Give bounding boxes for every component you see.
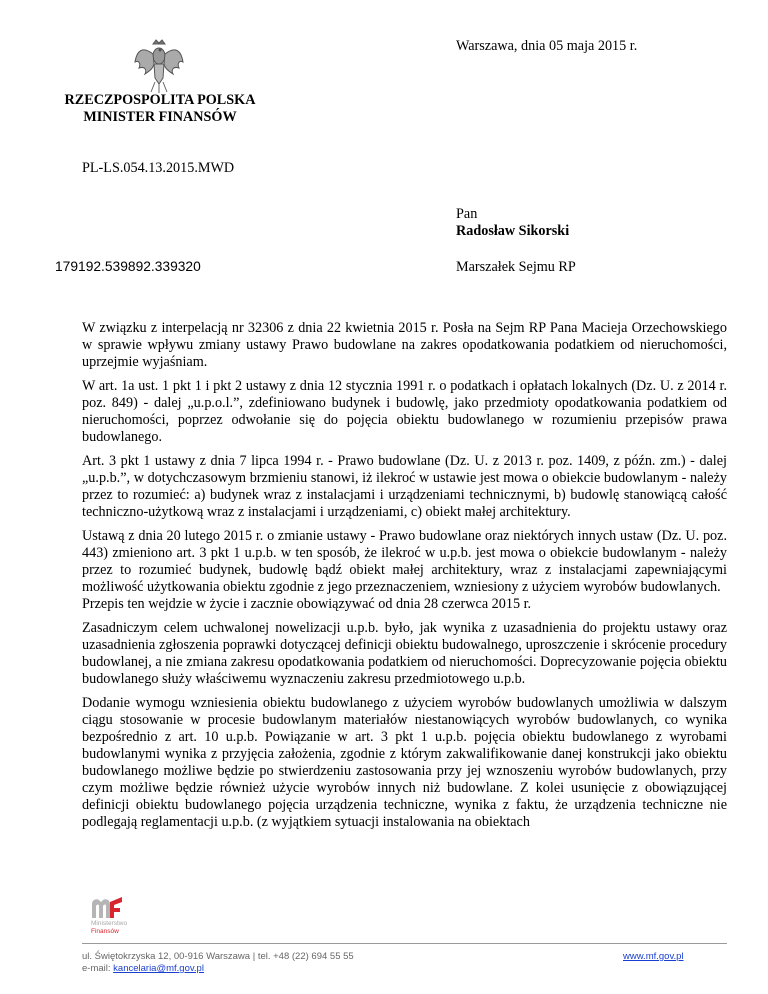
footer-contact: [82, 951, 354, 975]
letter-body: [82, 320, 727, 838]
paragraph-1: W związku z interpelacją nr 32306 z dnia 22 kwietnia 2015 r. Posła na Sejm RP Pana Macieja Orzechowskiego w sprawie wpływu zmiany ustawy Prawo budowlane na zakres opodatkowania podatkiem od nieruchomości, uprzejmie wyjaśniam.: [82, 320, 727, 370]
logo-caption-line1: Ministerstwo: [91, 920, 128, 927]
paragraph-6: Dodanie wymogu wzniesienia obiektu budowlanego z użyciem wyrobów budowlanych umożliwia w dalszym ciągu stosowanie w procesie budowlanym materiałów niestanowiących wyrobów budowlanych, co wynika bezpośrednio z art. 10 u.p.b. Powiązanie w art. 3 pkt 1 u.p.b. pojęcia obiektu budowlanego z wyrobami budowlanymi wynika z przyjęcia założenia, zgodnie z którym zakwalifikowanie danej konstrukcji jako obiektu budowlanego możliwe będzie po stwierdzeniu zastosowania przy jej wznoszeniu wyrobów budowlanych, przy czym możliwe będzie również użycie wyrobów innych niż budowlane. Z kolei usunięcie z obowiązującej definicji obiektu budowlanego pojęcia urządzenia techniczne, wynika z faktu, że urządzenia techniczne nie podlegają reglamentacji u.p.b. (z wyjątkiem sytuacji instalowania na obiektach: [82, 695, 727, 830]
addressee-role: Marszałek Sejmu RP: [456, 259, 576, 275]
polish-eagle-emblem-icon: [133, 38, 185, 94]
paragraph-5: Zasadniczym celem uchwalonej nowelizacji u.p.b. było, jak wynika z uzasadnienia do projektu ustawy oraz uzasadnienia zgłoszenia poprawki dotyczącej definicji obiektu budowalnego, uproszczenie i skrócenie procedury budowlanej, a nie zmiana zakresu opodatkowania podatkiem od nieruchomości. Doprecyzowanie pojęcia obiektu budowlanego służy właściwemu wyznaczeniu zakresu przedmiotowego u.p.b.: [82, 620, 727, 687]
paragraph-2: W art. 1a ust. 1 pkt 1 i pkt 2 ustawy z dnia 12 stycznia 1991 r. o podatkach i opłatach lokalnych (Dz. U. z 2014 r. poz. 849) - dalej „u.p.o.l.”, zdefiniowano budynek i budowlę, jako przedmioty opodatkowania podatkiem od nieruchomości, poprzez odwołanie się do pojęcia obiektu budowlanego w rozumieniu przepisów prawa budowlanego.: [82, 378, 727, 445]
issuer-block: [40, 92, 280, 126]
document-date: Warszawa, dnia 05 maja 2015 r.: [456, 38, 638, 54]
issuer-office: MINISTER FINANSÓW: [83, 109, 237, 125]
footer-address: ul. Świętokrzyska 12, 00-916 Warszawa | tel. +48 (22) 694 55 55: [82, 951, 354, 962]
document-number: 179192.539892.339320: [55, 259, 201, 274]
footer-email-line: [82, 963, 354, 975]
ministry-logo-icon: [90, 896, 124, 920]
logo-caption: [91, 920, 127, 936]
footer-email-label: e-mail:: [82, 963, 114, 974]
paragraph-4: Ustawą z dnia 20 lutego 2015 r. o zmianie ustawy - Prawo budowlane oraz niektórych innych ustaw (Dz. U. poz. 443) zmieniono art. 3 pkt 1 u.p.b. w ten sposób, że ilekroć w u.p.b. jest mowa o obiekcie budowlanym - należy przez to rozumieć budynek, budowlę bądź obiekt małej architektury, wraz z instalacjami zapewniającymi możliwość użytkowania obiektu zgodnie z jego przeznaczeniem, wzniesiony z użyciem wyrobów budowlanych.: [82, 528, 727, 595]
case-signature: PL-LS.054.13.2015.MWD: [82, 160, 235, 176]
footer-email-link[interactable]: kancelaria@mf.gov.pl: [113, 963, 204, 974]
addressee-salutation: Pan: [456, 206, 478, 222]
issuer-country: RZECZPOSPOLITA POLSKA: [64, 92, 256, 108]
footer-divider: [82, 943, 727, 944]
footer-website-link[interactable]: www.mf.gov.pl: [623, 951, 684, 962]
paragraph-3: Art. 3 pkt 1 ustawy z dnia 7 lipca 1994 r. - Prawo budowlane (Dz. U. z 2013 r. poz. 1409, z późn. zm.) - dalej „u.p.b.”, w dotychczasowym brzmieniu stanowi, iż ilekroć w ustawie jest mowa o obiekcie budowlanym - należy przez to rozumieć: a) budynek wraz z instalacjami i urządzeniami technicznymi, b) budowlę stanowiącą całość techniczno-użytkową wraz z instalacjami i urządzeniami, c) obiekt małej architektury.: [82, 453, 727, 520]
paragraph-4-effective-date: Przepis ten wejdzie w życie i zacznie obowiązywać od dnia 28 czerwca 2015 r.: [82, 596, 532, 612]
addressee-block: [456, 206, 576, 276]
logo-caption-line2: Finansów: [91, 928, 119, 935]
addressee-name: Radosław Sikorski: [456, 223, 570, 239]
